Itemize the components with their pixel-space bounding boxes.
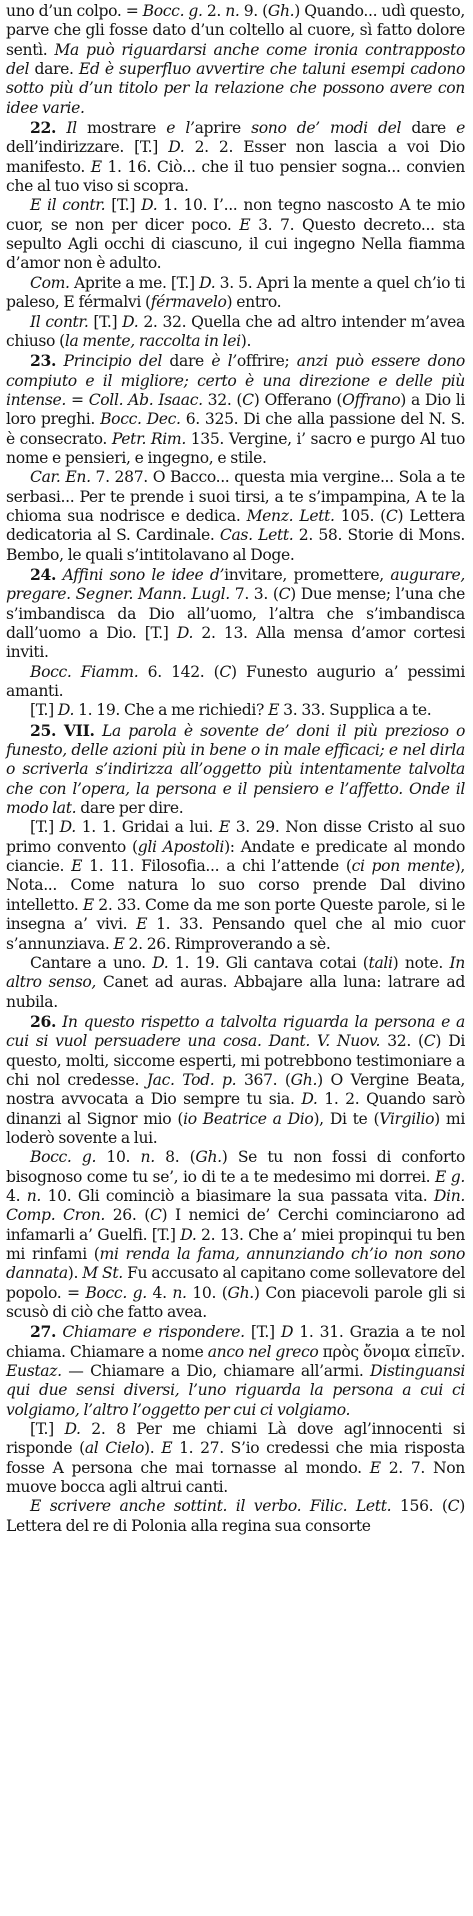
entry-paragraph: Bocc. g. 10. n. 8. (Gh.) Se tu non fossi di conforto bisognoso come tu se’, io di te a te medesimo mi dorrei. E g. 4. n. 10. Gli cominciò a biasimare la sua passata vita. Din. Comp. Cron. 26. (C) I nemici de’ Cerchi cominciarono ad infamarli a’ Guelfi. [T.] D. 2. 13. Che a’ miei propinqui tu ben mi rinfami (mi renda la fama, annunziando ch’io non sono dannata). M St. Fu accusato al capitano come sollevatore del popolo. = Bocc. g. 4. n. 10. (Gh.) Con piacevoli parole gli si scusò di ciò che fatto avea. <box>6 1148 466 1322</box>
entry-paragraph: E scrivere anche sottint. il verbo. Filic. Lett. 156. (C) Lettera del re di Polonia alla regina sua consorte <box>6 1497 465 1535</box>
entry-paragraph: Car. En. 7. 287. O Bacco... questa mia vergine... Sola a te serbasi... Per te prende i suoi tirsi, a te s’impampina, A te la chioma sua nodrisce e dedica. Menz. Lett. 105. (C) Lettera dedicatoria al S. Cardinale. Cas. Lett. 2. 58. Storie di Mons. Bembo, le quali s’intitolavano al Doge. <box>6 468 466 564</box>
entry-paragraph: uno d’un colpo. = Bocc. g. 2. n. 9. (Gh.) Quando... udì questo, parve che gli fosse dato d’un coltello al cuore, sì fatto dolore sentì. Ma può riguardarsi anche come ironia contrapposto del dare. Ed è superfluo avvertire che taluni esempi cadono sotto più d’un titolo per la relazione che possono avere con idee varie. <box>6 2 465 117</box>
entry-paragraph: 25. VII. La parola è sovente de’ doni il più prezioso o funesto, delle azioni più in bene o in male efficaci; e nel dirla o scriverla s’indirizza all’oggetto più intentamente talvolta che con l’opera, la persona e il pensiero e l’affetto. Onde il modo lat. dare per dire. <box>6 720 465 818</box>
entry-paragraph: 23. Principio del dare è l’offrire; anzi può essere dono compiuto e il migliore; certo è una direzione e delle più intense. = Coll. Ab. Isaac. 32. (C) Offerano (Offrano) a Dio li loro preghi. Bocc. Dec. 6. 325. Di che alla passione del N. S. è consecrato. Petr. Rim. 135. Vergine, i’ sacro e purgo Al tuo nome e pensieri, e ingegno, e stile. <box>6 351 466 467</box>
entry-paragraph: [T.] D. 2. 8 Per me chiami Là dove agl’innocenti si risponde (al Cielo). E 1. 27. S’io credessi che mia risposta fosse A persona che mai tornasse al mondo. E 2. 7. Non muove bocca agli altrui canti. <box>6 1420 465 1497</box>
entry-paragraph: [T.] D. 1. 19. Che a me richiedi? E 3. 33. Supplica a te. <box>30 701 432 720</box>
entry-paragraph: 26. In questo rispetto a talvolta riguarda la persona e a cui si vuol persuadere una cosa. Dant. V. Nuov. 32. (C) Di questo, molti, siccome esperti, mi potrebbono testimoniare a chi nol credesse. Jac. Tod. p. 367. (Gh.) O Vergine Beata, nostra avvocata a Dio sempre tu sia. D. 1. 2. Quando sarò dinanzi al Signor mio (io Beatrice a Dio), Di te (Virgilio) mi loderò sovente a lui. <box>6 1011 465 1147</box>
entry-paragraph: Cantare a uno. D. 1. 19. Gli cantava cotai (tali) note. In altro senso, Canet ad auras. Abbajare alla luna: latrare ad nubila. <box>6 953 466 1011</box>
entry-paragraph: 24. Affini sono le idee d’invitare, promettere, augurare, pregare. Segner. Mann. Lugl. 7. 3. (C) Due mense; l’una che s’imbandisca da Dio all’uomo, l’altra che s’imbandisca dall’uomo a Dio. [T.] D. 2. 13. Alla mensa d’amor cortesi inviti. <box>6 564 465 662</box>
entry-paragraph: [T.] D. 1. 1. Gridai a lui. E 3. 29. Non disse Cristo al suo primo convento (gli Apostoli): Andate e predicate al mondo ciancie. E 1. 11. Filosofia... a chi l’attende (ci pon mente), Nota... Come natura lo suo corso prende Dal divino intelletto. E 2. 33. Come da me son porte Queste parole, si le insegna a’ vivi. E 1. 33. Pensando quel che al mio cuor s’annunziava. E 2. 26. Rimproverando a sè. <box>6 818 465 953</box>
entry-paragraph: Bocc. Fiamm. 6. 142. (C) Funesto augurio a’ pessimi amanti. <box>6 662 465 701</box>
entry-paragraph: 27. Chiamare e rispondere. [T.] D 1. 31. Grazia a te nol chiama. Chiamare a nome anco nel greco πρὸς ὄνομα εἰπεῖν. Eustaz. — Chiamare a Dio, chiamare all’armi. Distinguansi qui due sensi diversi, l’uno riguarda la persona a cui ci volgiamo, l’altro l’oggetto per cui ci volgiamo. <box>6 1322 465 1419</box>
entry-paragraph: Com. Aprite a me. [T.] D. 3. 5. Apri la mente a quel ch’io ti paleso, E férmalvi (férmavelo) entro. <box>6 273 465 312</box>
entry-paragraph: Il contr. [T.] D. 2. 32. Quella che ad altro intender m’avea chiuso (la mente, raccolta in lei). <box>6 312 466 350</box>
entry-paragraph: 22. Il mostrare e l’aprire sono de’ modi del dare e dell’indirizzare. [T.] D. 2. 2. Esser non lascia a voi Dio manifesto. E 1. 16. Ciò... che il tuo pensier sogna... convien che al tuo viso si scopra. <box>6 118 466 196</box>
entry-paragraph: E il contr. [T.] D. 1. 10. I’... non tegno nascosto A te mio cuor, se non per dicer poco. E 3. 7. Questo decreto... sta sepulto Agli occhi di ciascuno, il cui ingegno Nella fiamma d’amor non è adulto. <box>6 196 465 273</box>
